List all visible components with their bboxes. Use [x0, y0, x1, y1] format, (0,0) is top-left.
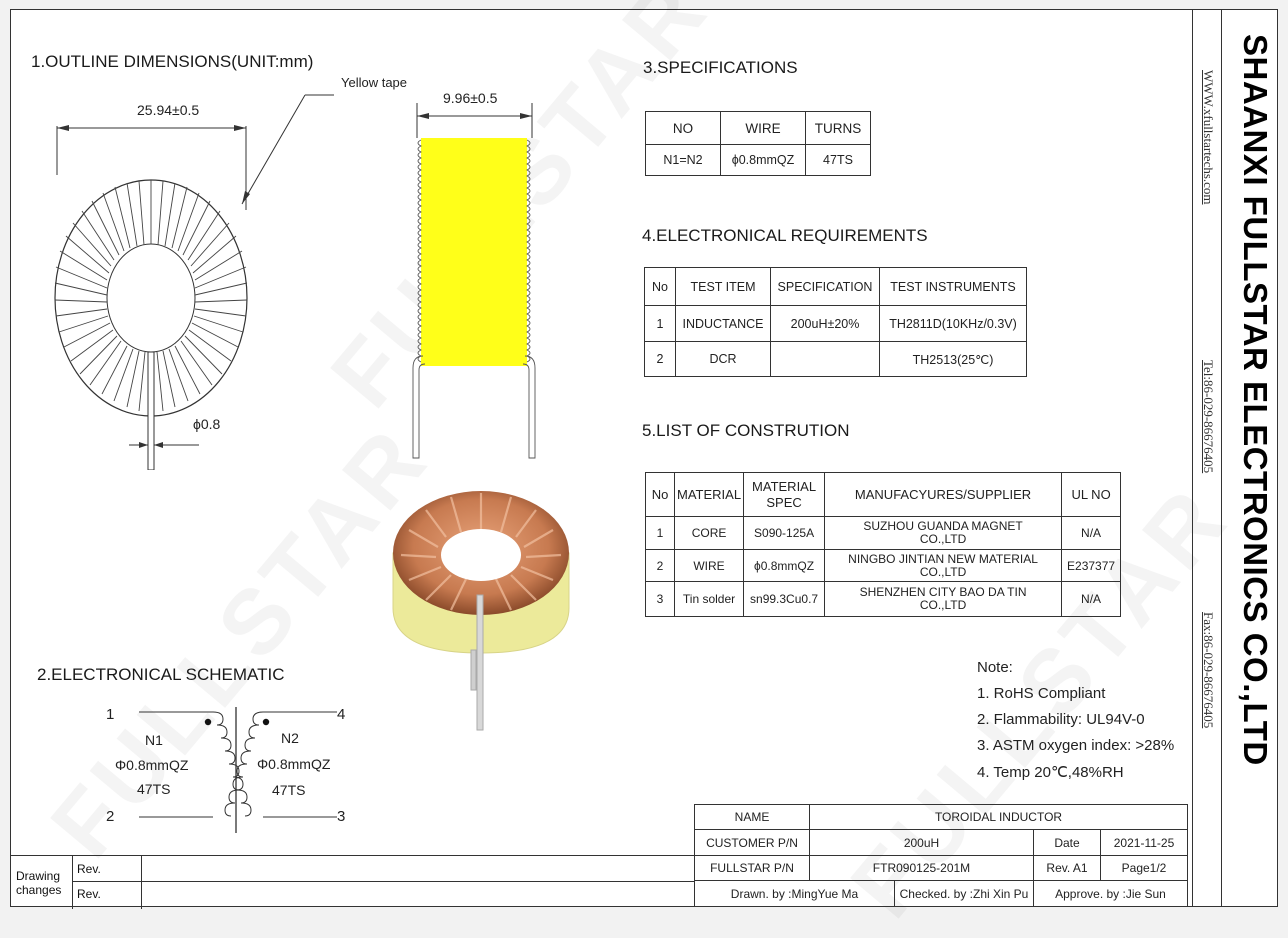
note-item: 4. Temp 20℃,48%RH: [977, 764, 1124, 781]
con-cell: CORE: [675, 517, 744, 550]
con-cell: S090-125A: [744, 517, 825, 550]
con-cell: 1: [646, 517, 675, 550]
table-row: [646, 582, 1121, 617]
con-cell: SUZHOU GUANDA MAGNET CO.,LTD: [825, 517, 1062, 550]
con-cell: N/A: [1062, 517, 1121, 550]
wire-diameter-dimension: ϕ0.8: [193, 416, 221, 432]
spec-header-no: NO: [646, 112, 721, 145]
con-cell: Tin solder: [675, 582, 744, 617]
req-header-no: No: [645, 268, 676, 306]
section-title-outline: 1.OUTLINE DIMENSIONS(UNIT:mm): [31, 52, 314, 71]
con-cell: N/A: [1062, 582, 1121, 617]
drawing-changes-label: Drawing changes: [16, 869, 62, 897]
con-header-material: MATERIAL: [675, 473, 744, 517]
req-cell: 200uH±20%: [771, 306, 880, 342]
company-name-strip: [1236, 34, 1276, 900]
company-website: WWW.xfullstartechs.com: [1201, 70, 1216, 205]
req-cell: INDUCTANCE: [676, 306, 771, 342]
fullstar-pn-value: FTR090125-201M: [810, 856, 1034, 881]
con-header-supplier: MANUFACYURES/SUPPLIER: [825, 473, 1062, 517]
req-cell: TH2811D(10KHz/0.3V): [880, 306, 1027, 342]
title-block: [694, 804, 1188, 907]
n2-turns: 47TS: [272, 782, 306, 798]
n1-name: N1: [145, 732, 163, 748]
n2-name: N2: [281, 730, 299, 746]
table-row: [645, 342, 1027, 377]
spec-header-turns: TURNS: [806, 112, 871, 145]
req-cell: 2: [645, 342, 676, 377]
con-cell: SHENZHEN CITY BAO DA TIN CO.,LTD: [825, 582, 1062, 617]
spec-cell: ϕ0.8mmQZ: [721, 145, 806, 176]
name-label: NAME: [695, 805, 810, 830]
specifications-table: [645, 111, 871, 176]
table-row: [646, 517, 1121, 550]
construction-table: [645, 472, 1121, 617]
pin-1: 1: [106, 706, 115, 723]
name-value: TOROIDAL INDUCTOR: [810, 805, 1188, 830]
spec-header-wire: WIRE: [721, 112, 806, 145]
spec-cell: 47TS: [806, 145, 871, 176]
note-item: 3. ASTM oxygen index: >28%: [977, 737, 1175, 754]
table-row: [645, 306, 1027, 342]
notes-title: Note:: [977, 659, 1013, 676]
date-label: Date: [1034, 830, 1101, 856]
req-cell: [771, 342, 880, 377]
pin-2: 2: [106, 808, 115, 825]
inductor-photo: [381, 475, 581, 735]
con-cell: NINGBO JINTIAN NEW MATERIAL CO.,LTD: [825, 550, 1062, 582]
req-header-instruments: TEST INSTRUMENTS: [880, 268, 1027, 306]
con-cell: E237377: [1062, 550, 1121, 582]
fullstar-pn-label: FULLSTAR P/N: [695, 856, 810, 881]
con-cell: sn99.3Cu0.7: [744, 582, 825, 617]
schematic-diagram: [121, 705, 361, 845]
drawing-changes-block: [11, 855, 695, 909]
table-row: [646, 550, 1121, 582]
con-cell: WIRE: [675, 550, 744, 582]
toroid-outline-drawing: [49, 80, 339, 470]
req-header-spec: SPECIFICATION: [771, 268, 880, 306]
req-cell: 1: [645, 306, 676, 342]
con-cell: 2: [646, 550, 675, 582]
yellow-tape-label: Yellow tape: [341, 75, 408, 90]
req-cell: TH2513(25℃): [880, 342, 1027, 377]
approved-by: Approve. by :Jie Sun: [1034, 881, 1188, 907]
table-row: [646, 145, 871, 176]
customer-pn-value: 200uH: [810, 830, 1034, 856]
section-title-requirements: 4.ELECTRONICAL REQUIREMENTS: [642, 226, 928, 245]
drawing-sheet: [10, 9, 1278, 907]
rev-2: Rev.: [77, 887, 101, 901]
section-title-construction: 5.LIST OF CONSTRUTION: [642, 421, 850, 440]
note-item: 1. RoHS Compliant: [977, 685, 1106, 702]
con-header-ul: UL NO: [1062, 473, 1121, 517]
requirements-table: [644, 267, 1027, 377]
contact-strip: [1192, 0, 1221, 906]
section-title-schematic: 2.ELECTRONICAL SCHEMATIC: [37, 665, 285, 684]
n2-wire: Φ0.8mmQZ: [257, 756, 331, 772]
toroid-side-drawing: [401, 98, 551, 468]
divider: [1221, 10, 1222, 906]
rev-1: Rev.: [77, 862, 101, 876]
company-name: SHAANXI FULLSTAR ELECTRONICS CO.,LTD: [1237, 34, 1274, 766]
con-cell: ϕ0.8mmQZ: [744, 550, 825, 582]
company-tel: Tel:86-029-86676405: [1201, 360, 1216, 474]
height-dimension: 9.96±0.5: [443, 90, 498, 106]
req-cell: DCR: [676, 342, 771, 377]
con-cell: 3: [646, 582, 675, 617]
req-header-item: TEST ITEM: [676, 268, 771, 306]
drawn-by: Drawn. by :MingYue Ma: [695, 881, 895, 907]
n1-wire: Φ0.8mmQZ: [115, 757, 189, 773]
section-title-specifications: 3.SPECIFICATIONS: [643, 58, 798, 77]
customer-pn-label: CUSTOMER P/N: [695, 830, 810, 856]
diameter-dimension: 25.94±0.5: [137, 102, 200, 118]
pin-3: 3: [337, 808, 346, 825]
con-header-spec: MATERIAL SPEC: [744, 473, 825, 517]
spec-cell: N1=N2: [646, 145, 721, 176]
rev-label: Rev. A1: [1034, 856, 1101, 881]
date-value: 2021-11-25: [1101, 830, 1188, 856]
note-item: 2. Flammability: UL94V-0: [977, 711, 1145, 728]
con-header-no: No: [646, 473, 675, 517]
page-value: Page1/2: [1101, 856, 1188, 881]
checked-by: Checked. by :Zhi Xin Pu: [895, 881, 1034, 907]
n1-turns: 47TS: [137, 781, 171, 797]
pin-4: 4: [337, 706, 346, 723]
company-fax: Fax:86-029-86676405: [1201, 612, 1216, 729]
